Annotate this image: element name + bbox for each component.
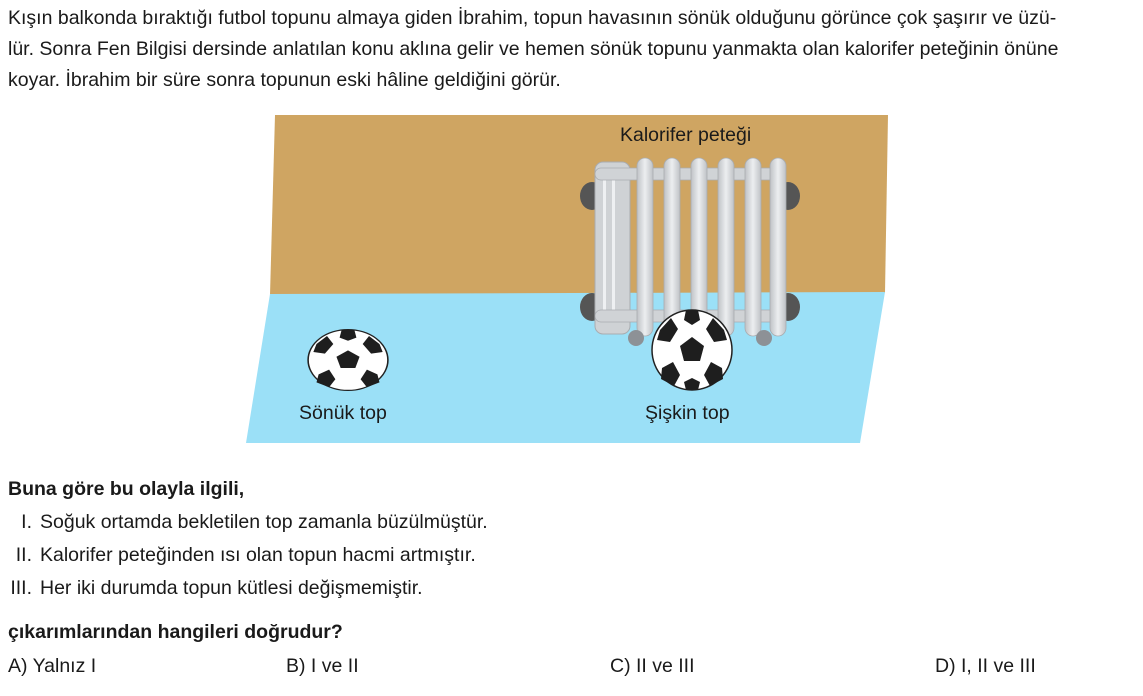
statement-text: Kalorifer peteğinden ısı olan topun hacmi artmıştır. (40, 544, 476, 566)
intro-line: koyar. İbrahim bir süre sonra topunun eski hâline geldiğini görür. (8, 69, 561, 91)
option-key: B) (286, 655, 306, 677)
option-a[interactable] (8, 655, 96, 678)
question-lead: Buna göre bu olayla ilgili, (8, 478, 245, 500)
option-d[interactable] (935, 655, 1036, 678)
statement-text: Soğuk ortamda bekletilen top zamanla büzülmüştür. (40, 511, 488, 533)
inflated-ball (652, 310, 732, 390)
option-c[interactable] (610, 655, 695, 678)
statement-2 (0, 544, 476, 567)
option-key: C) (610, 655, 631, 677)
intro-line: Kışın balkonda bıraktığı futbol topunu almaya giden İbrahim, topun havasının sönük olduğunu görünce çok şaşırır ve üzü- (8, 7, 1057, 29)
illustration-drawing (240, 110, 900, 450)
option-b[interactable] (286, 655, 359, 678)
question-ending: çıkarımlarından hangileri doğrudur? (8, 621, 343, 643)
statement-3 (0, 577, 423, 600)
illustration (240, 110, 900, 450)
radiator-label: Kalorifer peteği (620, 124, 752, 146)
intro-paragraph (8, 3, 1140, 96)
statement-1 (0, 511, 488, 534)
statement-number: II. (15, 544, 32, 566)
option-text: I, II ve III (961, 655, 1036, 677)
option-key: D) (935, 655, 956, 677)
statement-number: III. (10, 577, 32, 599)
statement-text: Her iki durumda topun kütlesi değişmemiştir. (40, 577, 423, 599)
statement-number: I. (21, 511, 32, 533)
deflated-ball (308, 330, 388, 391)
option-key: A) (8, 655, 28, 677)
inflated-ball-label: Şişkin top (645, 402, 730, 424)
option-text: I ve II (310, 655, 359, 677)
deflated-ball-label: Sönük top (299, 402, 387, 424)
option-text: Yalnız I (32, 655, 97, 677)
option-text: II ve III (636, 655, 695, 677)
intro-line: lür. Sonra Fen Bilgisi dersinde anlatılan konu aklına gelir ve hemen sönük topunu yanmakta olan kalorifer peteğinin önüne (8, 38, 1059, 60)
